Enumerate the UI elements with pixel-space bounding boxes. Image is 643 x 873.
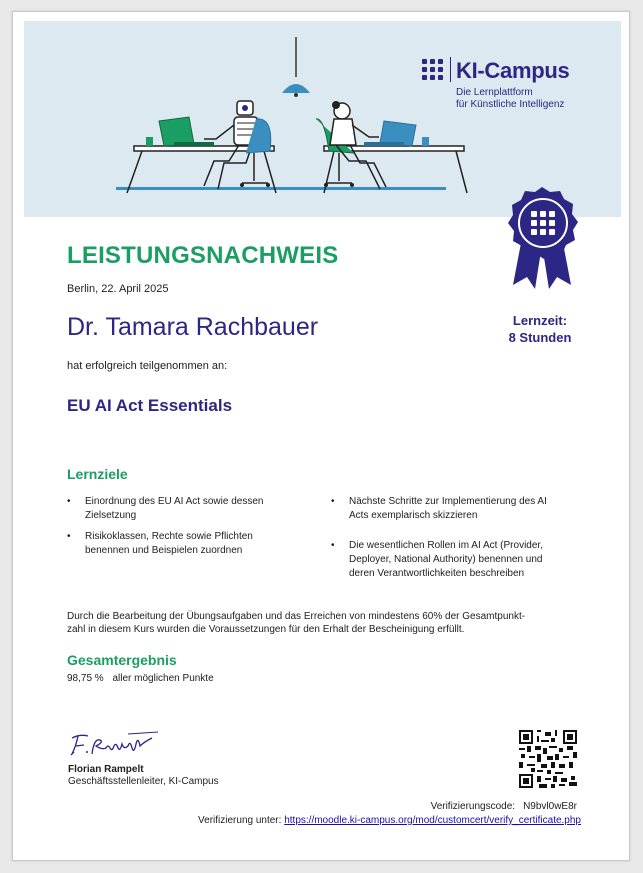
logo-tagline-line-2: für Künstliche Intelligenz bbox=[456, 99, 565, 110]
verification-code bbox=[300, 801, 577, 812]
signer-role: Geschäftsstellenleiter, KI-Campus bbox=[68, 776, 219, 787]
verification-code-value: N9bvl0wE8r bbox=[523, 801, 577, 812]
result-percent: 98,75 % bbox=[67, 673, 104, 684]
bullet-icon: • bbox=[67, 496, 71, 507]
ki-campus-logo bbox=[422, 55, 612, 115]
logo-grid-icon bbox=[422, 59, 444, 81]
bullet-icon: • bbox=[331, 496, 335, 507]
bullet-icon: • bbox=[331, 540, 335, 551]
study-time-value: 8 Stunden bbox=[508, 330, 572, 345]
learning-goals-heading: Lernziele bbox=[67, 466, 128, 482]
total-result-heading: Gesamtergebnis bbox=[67, 652, 177, 668]
signer-name: Florian Rampelt bbox=[68, 764, 144, 775]
learning-goal-item: • Die wesentlichen Rollen im AI Act (Provider, Deployer, National Authority) benennen und deren Verantwortlichkeiten beschreiben bbox=[331, 540, 543, 579]
verification-url bbox=[150, 815, 581, 826]
signature-icon bbox=[66, 728, 166, 760]
qr-code-icon bbox=[519, 730, 577, 788]
logo-divider bbox=[450, 57, 451, 82]
result-label: aller möglichen Punkte bbox=[112, 673, 214, 684]
certificate-seal-icon bbox=[499, 185, 585, 291]
total-result bbox=[67, 673, 214, 684]
study-time-label: Lernzeit: bbox=[512, 313, 568, 328]
certificate-title: LEISTUNGSNACHWEIS bbox=[67, 242, 339, 269]
learning-goal-item: • Einordnung des EU AI Act sowie dessen Zielsetzung bbox=[67, 496, 264, 521]
verification-code-label: Verifizierungscode: bbox=[430, 801, 516, 812]
learning-goal-item: • Nächste Schritte zur Implementierung des AI Acts exemplarisch skizzieren bbox=[331, 496, 547, 521]
study-time bbox=[470, 312, 610, 346]
logo-tagline-line-1: Die Lernplattform bbox=[456, 87, 533, 98]
completion-description: Durch die Bearbeitung der Übungsaufgaben und das Erreichen von mindestens 60% der Gesamtpunkt- zahl in diesem Kurs wurden die Voraussetzungen für den Erhalt der Bescheinigung erfüllt. bbox=[67, 611, 526, 635]
verification-link[interactable]: https://moodle.ki-campus.org/mod/customcert/verify_certificate.php bbox=[284, 815, 581, 826]
recipient-name: Dr. Tamara Rachbauer bbox=[67, 313, 319, 341]
course-title: EU AI Act Essentials bbox=[67, 396, 233, 415]
place-date: Berlin, 22. April 2025 bbox=[67, 283, 169, 295]
verification-url-label: Verifizierung unter: bbox=[198, 815, 282, 826]
logo-name: KI-Campus bbox=[456, 58, 570, 83]
logo-tagline bbox=[456, 87, 616, 111]
bullet-icon: • bbox=[67, 531, 71, 542]
learning-goal-item: • Risikoklassen, Rechte sowie Pflichten benennen und Beispielen zuordnen bbox=[67, 531, 253, 556]
participation-text: hat erfolgreich teilgenommen an: bbox=[67, 360, 228, 372]
